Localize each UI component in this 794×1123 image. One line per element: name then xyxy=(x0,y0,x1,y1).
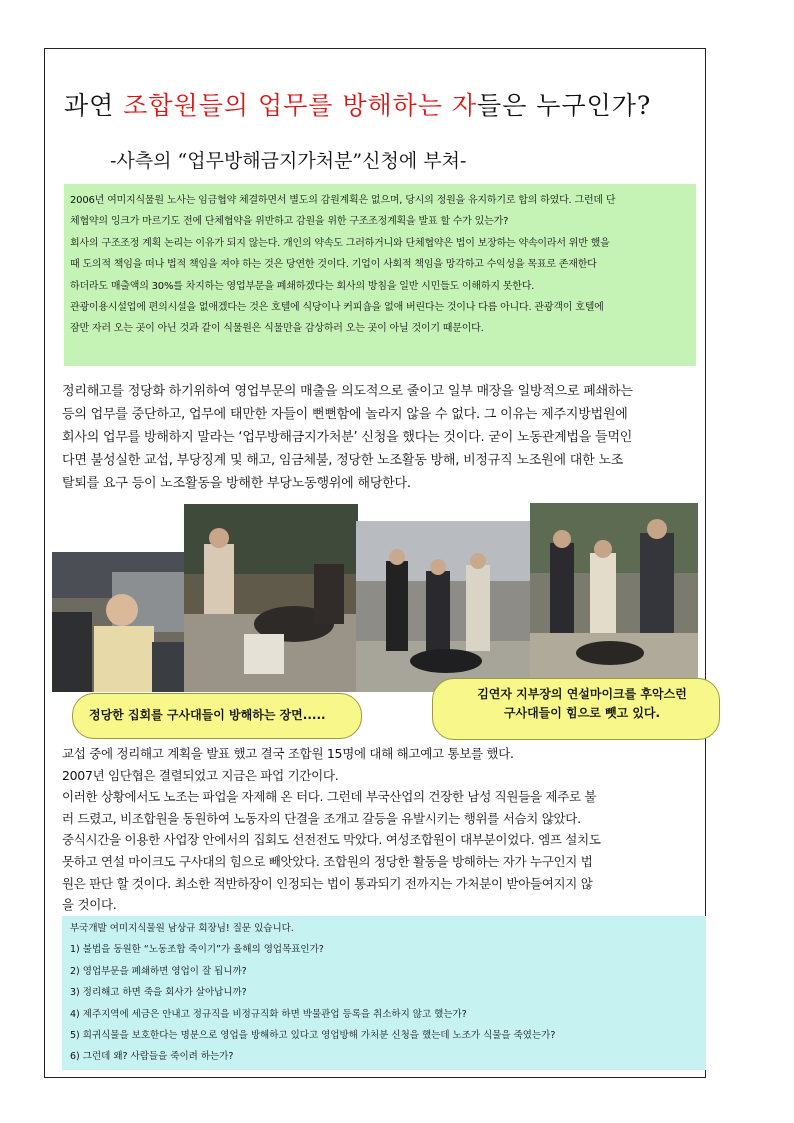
body-line: 중식시간을 이용한 사업장 안에서의 집회도 선전전도 막았다. 여성조합원이 대부분이었다. 엠프 설치도 xyxy=(62,832,601,848)
body-line: 을 것이다. xyxy=(62,897,117,913)
title-part-3: 들은 누구인가? xyxy=(477,91,652,120)
question-item: 5) 희귀식물을 보호한다는 명분으로 영업을 방해하고 있다고 영업방해 가처분 신청을 했는데 노조가 식물을 죽였는가? xyxy=(70,1030,556,1042)
body-line: 원은 판단 할 것이다. 최소한 적반하장이 인정되는 법이 통과되기 전까지는 가처분이 받아들여지지 않 xyxy=(62,875,593,891)
intro-line: 하더라도 매출액의 30%를 차지하는 영업부문을 폐쇄하겠다는 회사의 방침을 일반 시민들도 이해하지 못한다. xyxy=(70,280,535,292)
intro-line: 잠만 자러 오는 곳이 아닌 것과 같이 식물원은 식물만을 감상하러 오는 곳이 아닐 것이기 때문이다. xyxy=(70,323,484,335)
question-item: 4) 제주지역에 세금은 안내고 정규직을 비정규직화 하면 박물관업 등록을 취소하지 않고 했는가? xyxy=(70,1008,467,1020)
question-item: 6) 그런데 왜? 사람들을 죽이려 하는가? xyxy=(70,1051,234,1063)
body-line: 못하고 연설 마이크도 구사대의 힘으로 빼앗았다. 조합원의 정당한 활동을 방해하는 자가 누구인지 법 xyxy=(62,853,593,869)
intro-line: 때 도의적 책임을 떠나 법적 책임을 져야 하는 것은 당연한 것이다. 기업이 사회적 책임을 망각하고 수익성을 목표로 존재한다 xyxy=(70,259,597,271)
caption-line: 구사대들이 힘으로 뺏고 있다. xyxy=(503,706,661,720)
photo-left xyxy=(52,552,184,692)
intro-line: 체협약의 잉크가 마르기도 전에 단체협약을 위반하고 감원을 위한 구조조정계획을 발표 할 수가 있는가? xyxy=(70,216,509,228)
body-paragraph-1 xyxy=(62,380,710,495)
body-line: 정리해고를 정당화 하기위하여 영업부문의 매출을 의도적으로 줄이고 일부 매장을 일방적으로 폐쇄하는 xyxy=(62,384,633,399)
body-line: 등의 업무를 중단하고, 업무에 태만한 자들이 뻔뻔함에 놀라지 않을 수 없다. 그 이유는 제주지방법원에 xyxy=(62,407,628,422)
intro-line: 회사의 구조조정 계획 논리는 이유가 되지 않는다. 개인의 약속도 그러하거니와 단체협약은 법이 보장하는 약속이라서 위반 했을 xyxy=(70,237,610,249)
body-line: 2007년 임단협은 결렬되었고 지금은 파업 기간이다. xyxy=(62,767,339,783)
question-item: 3) 정리해고 하면 죽을 회사가 살아납니까? xyxy=(70,987,247,999)
photo-center-left xyxy=(184,504,358,692)
intro-line: 2006년 여미지식물원 노사는 임금협약 체결하면서 별도의 감원계획은 없으며, 당시의 정원을 유지하기로 합의 하였다. 그런데 단 xyxy=(70,195,616,206)
body-paragraph-2 xyxy=(62,743,710,916)
title-part-1: 과연 xyxy=(64,91,124,120)
body-line: 탈퇴를 요구 등이 노조활동을 방해한 부당노동행위에 해당한다. xyxy=(62,476,411,491)
photo-caption-1: 정당한 집회를 구사대들이 방해하는 장면..... xyxy=(72,693,362,739)
body-line: 이러한 상황에서도 노조는 파업을 자제해 온 터다. 그런데 부국산업의 건장한 남성 직원들을 제주로 불 xyxy=(62,789,597,805)
body-line: 다면 불성실한 교섭, 부당징계 및 해고, 임금체불, 정당한 노조활동 방해, 비정규직 노조원에 대한 노조 xyxy=(62,453,624,468)
body-line: 회사의 업무를 방해하지 말라는 ‘업무방해금지가처분’ 신청을 했다는 것이다. 굳이 노동관계법을 들먹인 xyxy=(62,430,633,445)
photo-caption-2 xyxy=(432,678,720,740)
body-line: 러 드렸고, 비조합원을 동원하여 노동자의 단결을 조개고 갈등을 유발시키는 행위를 서슴치 않았다. xyxy=(62,810,581,826)
intro-box xyxy=(64,184,696,366)
page-subtitle: -사측의 “업무방해금지가처분”신청에 부쳐- xyxy=(110,150,467,172)
body-line: 교섭 중에 정리해고 계획을 발표 했고 결국 조합원 15명에 대해 해고예고 통보를 했다. xyxy=(62,746,514,761)
questions-heading: 부국개발 여미지식물원 남상규 회장님! 질문 있습니다. xyxy=(70,923,294,934)
questions-box xyxy=(62,916,706,1070)
title-part-2-highlight: 조합원들의 업무를 방해하는 자 xyxy=(123,91,478,120)
intro-line: 관광이용시설업에 편의시설을 없애겠다는 것은 호텔에 식당이나 커피숍을 없애 버린다는 것이나 다름 아니다. 관광객이 호텔에 xyxy=(70,302,604,314)
photo-right xyxy=(530,503,698,681)
caption-line: 김연자 지부장의 연설마이크를 후악스런 xyxy=(477,687,687,701)
question-item: 1) 불법을 동원한 “노동조합 죽이기”가 올해의 영업목표인가? xyxy=(70,944,324,956)
page-title xyxy=(64,86,714,122)
photo-center-right xyxy=(356,521,532,692)
question-item: 2) 영업부문을 폐쇄하면 영업이 잘 됩니까? xyxy=(70,965,247,977)
